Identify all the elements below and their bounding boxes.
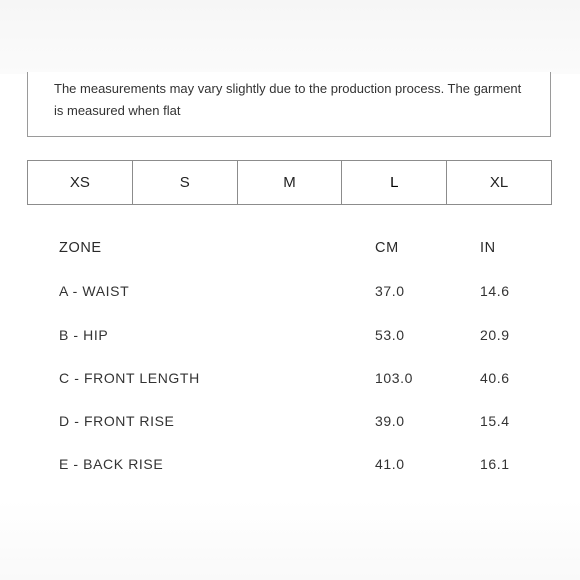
measurements-table [59, 236, 539, 496]
table-row [59, 366, 539, 409]
header-cm: CM [375, 240, 399, 256]
header-in: IN [480, 240, 496, 256]
cm-value: 37.0 [375, 283, 405, 300]
table-row [59, 409, 539, 452]
table-row [59, 279, 539, 322]
measurement-note-box [27, 72, 551, 137]
cm-value: 103.0 [375, 369, 414, 386]
table-row [59, 452, 539, 495]
measurement-note-text: The measurements may vary slightly due to the production process. The garment is measured when flat [54, 81, 522, 118]
zone-label: D - FRONT RISE [59, 413, 175, 430]
size-tab-s[interactable]: S [133, 161, 238, 204]
in-value: 14.6 [480, 283, 510, 300]
size-tab-m[interactable]: M [238, 161, 343, 204]
size-selector [27, 160, 552, 205]
size-tab-xs[interactable]: XS [28, 161, 133, 204]
zone-label: C - FRONT LENGTH [59, 369, 200, 386]
in-value: 40.6 [480, 369, 510, 386]
top-overlay [0, 0, 580, 74]
size-tab-xl[interactable]: XL [489, 174, 509, 191]
zone-label: B - HIP [59, 326, 109, 343]
bottom-overlay [0, 500, 580, 580]
header-zone: ZONE [59, 240, 102, 256]
in-value: 16.1 [480, 456, 510, 473]
cm-value: 39.0 [375, 413, 405, 430]
in-value: 15.4 [480, 413, 510, 430]
zone-label: E - BACK RISE [59, 456, 164, 473]
table-row [59, 323, 539, 366]
size-tab-l[interactable]: L [342, 161, 447, 204]
table-header-row [59, 236, 539, 279]
cm-value: 53.0 [375, 326, 405, 343]
cm-value: 41.0 [375, 456, 405, 473]
zone-label: A - WAIST [59, 283, 130, 300]
in-value: 20.9 [480, 326, 510, 343]
